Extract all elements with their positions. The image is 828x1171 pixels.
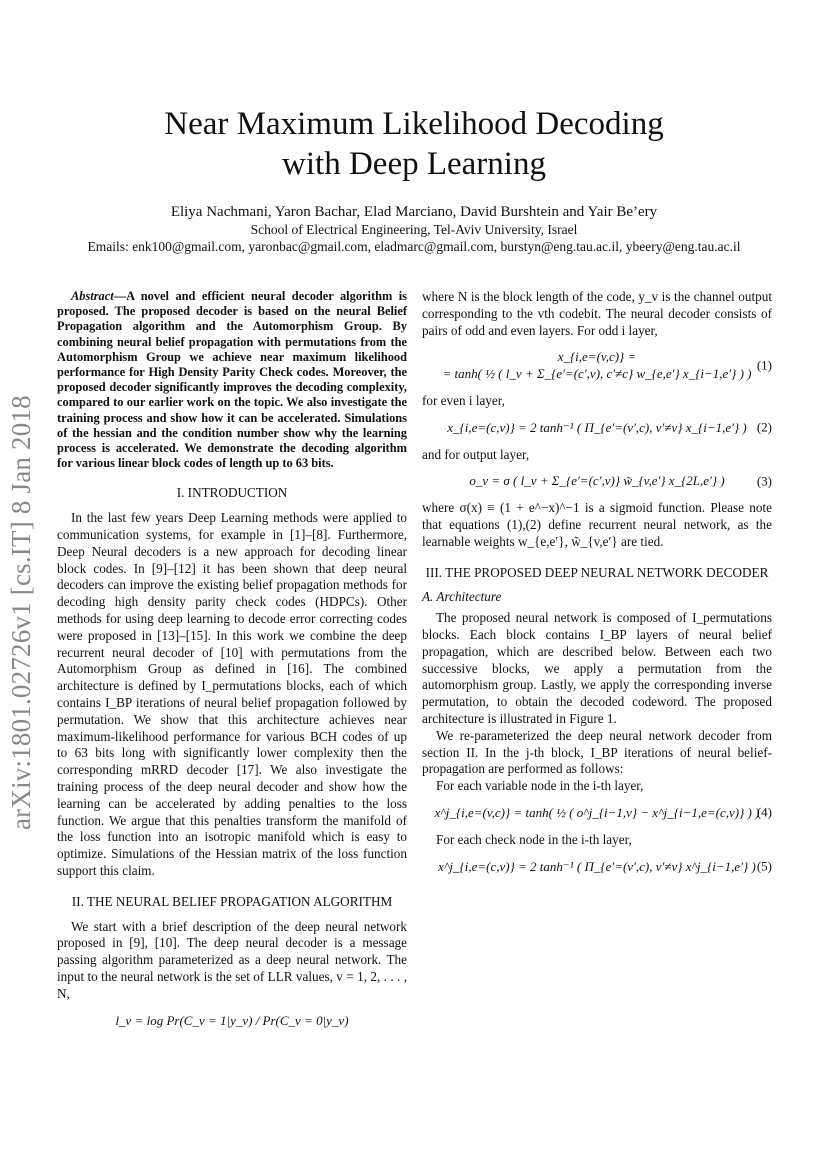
section-heading-intro: I. INTRODUCTION <box>176 485 288 501</box>
equation-2-body: x_{i,e=(c,v)} = 2 tanh⁻¹ ( Π_{e′=(v′,c), v′≠v} x_{i−1,e′} ) <box>447 419 747 435</box>
left-column <box>57 289 407 1039</box>
paper-title <box>0 104 828 184</box>
paragraph-sigmoid: where σ(x) ≡ (1 + e^−x)^−1 is a sigmoid function. Please note that equations (1),(2) define recurrent neural network, as the learnable weights w_{e,e′}, w̃_{v,e′} are tied. <box>422 500 772 549</box>
equation-5 <box>422 859 772 876</box>
architecture-paragraph-2: We re-parameterized the deep neural network decoder from section II. In the j-th block, I_BP iterations of neural belief-propagation are performed as follows: <box>422 727 772 777</box>
emails: Emails: enk100@gmail.com, yaronbac@gmail.com, eladmarc@gmail.com, burstyn@eng.tau.ac.il, ybeery@eng.tau.ac.il <box>87 239 741 254</box>
equation-number: (1) <box>756 357 772 373</box>
equation-number: (2) <box>756 419 772 435</box>
abstract-text: —A novel and efficient neural decoder algorithm is proposed. The proposed decoder is based on the neural Belief Propagation algorithm and the Automorphism Group. By combining neural belief propagation with permutations from the Automorphism Group we achieve near maximum likelihood performance for High Density Parity Check codes. Moreover, the proposed decoder significantly improves the decoding complexity, compared to our earlier work on the topic. We also investigate the training process and show how it can be accelerated. Simulations of the hessian and the condition number show why the learning process is accelerated. We demonstrate the decoding algorithm for various linear block codes of length up to 63 bits. <box>57 289 407 471</box>
intro-paragraph: In the last few years Deep Learning methods were applied to communication systems, for example in [1]–[8]. Furthermore, Deep Neural decoders is a new approach for decoding linear block codes. In [9]–[12] it has been shown that deep neural decoders can improve the existing belief propagation methods for decoding high density parity check codes (HDPCs). Other methods for using deep learning to decode error correcting codes were proposed in [13]–[15]. In this work we combine the deep recurrent neural decoder of [10] with permutations from the Automorphism Group as defined in [16]. The combined architecture is defined by I_permutations blocks, each of which contains I_BP iterations of neural belief propagation followed by permutation. We show that this architecture achieves near maximum-likelihood performance for various BCH codes of up to 63 bits long with significantly lower complexity then the corresponding mRRD decoder [17]. We also investigate the training process of the deep neural decoder and show how the learning can be accelerated by adding penalties to the loss function. We argue that this penalties transform the manifold of the loss function into an isotropic manifold which is easy to optimize. Simulations of the Hessian matrix of the loss function support this claim. <box>57 510 407 878</box>
equation-1-line-1: x_{i,e=(v,c)} = <box>557 349 637 365</box>
equation-3 <box>422 473 772 490</box>
section-heading-nbp: II. THE NEURAL BELIEF PROPAGATION ALGORITHM <box>71 893 393 909</box>
equation-number: (3) <box>756 473 772 489</box>
equation-number: (4) <box>756 804 772 820</box>
equation-5-body: x^j_{i,e=(c,v)} = 2 tanh⁻¹ ( Π_{e′=(v′,c), v′≠v} x^j_{i−1,e′} ) <box>438 858 756 874</box>
equation-4 <box>422 805 772 822</box>
authors: Eliya Nachmani, Yaron Bachar, Elad Marciano, David Burshtein and Yair Be’ery <box>170 204 658 220</box>
equation-number: (5) <box>756 858 772 874</box>
equation-1-line-2: = tanh( ½ ( l_v + Σ_{e′=(c′,v), c′≠c} w_{e,e′} x_{i−1,e′} ) ) <box>442 366 752 382</box>
paragraph-where: where N is the block length of the code, y_v is the channel output corresponding to the vth codebit. The neural decoder consists of pairs of odd and even layers. For odd i layer, <box>422 289 772 338</box>
equation-3-body: o_v = σ ( l_v + Σ_{e′=(c′,v)} w̃_{v,e′} x_{2L,e′} ) <box>469 473 725 489</box>
paragraph-even: for even i layer, <box>422 392 505 408</box>
architecture-paragraph-3: For each variable node in the i-th layer, <box>436 778 644 794</box>
section-heading-decoder: III. THE PROPOSED DEEP NEURAL NETWORK DECODER <box>425 564 769 580</box>
equation-llr: l_v = log Pr(C_v = 1|y_v) / Pr(C_v = 0|y_v) <box>115 1012 349 1028</box>
affiliation: School of Electrical Engineering, Tel-Aviv University, Israel <box>250 222 578 237</box>
equation-1 <box>422 349 772 383</box>
abstract-label: Abstract <box>71 289 114 303</box>
subsection-architecture: A. Architecture <box>422 589 502 605</box>
architecture-paragraph-4: For each check node in the i-th layer, <box>436 831 632 847</box>
paragraph-output: and for output layer, <box>422 446 530 462</box>
title-line-2: with Deep Learning <box>282 146 546 182</box>
title-line-1: Near Maximum Likelihood Decoding <box>164 106 664 142</box>
arxiv-stamp: arXiv:1801.02726v1 [cs.IT] 8 Jan 2018 <box>6 395 36 830</box>
right-column <box>422 289 772 885</box>
abstract <box>57 289 407 471</box>
equation-2 <box>422 420 772 437</box>
architecture-paragraph-1: The proposed neural network is composed of I_permutations blocks. Each block contains I_BP layers of neural belief propagation, which are described below. Between each two successive blocks, we apply a permutation from the automorphism group. Lastly, we apply the corresponding inverse permutation, to obtain the decoded codeword. The proposed architecture is illustrated in Figure 1. <box>422 610 772 726</box>
nbp-paragraph: We start with a brief description of the deep neural network proposed in [9], [10]. The deep neural decoder is a message passing algorithm parameterized as a deep neural network. The input to the neural network is the set of LLR values, v = 1, 2, . . . , N, <box>57 918 407 1001</box>
equation-4-body: x^j_{i,e=(v,c)} = tanh( ½ ( o^j_{i−1,v} − x^j_{i−1,e=(c,v)} ) ) <box>434 804 760 820</box>
